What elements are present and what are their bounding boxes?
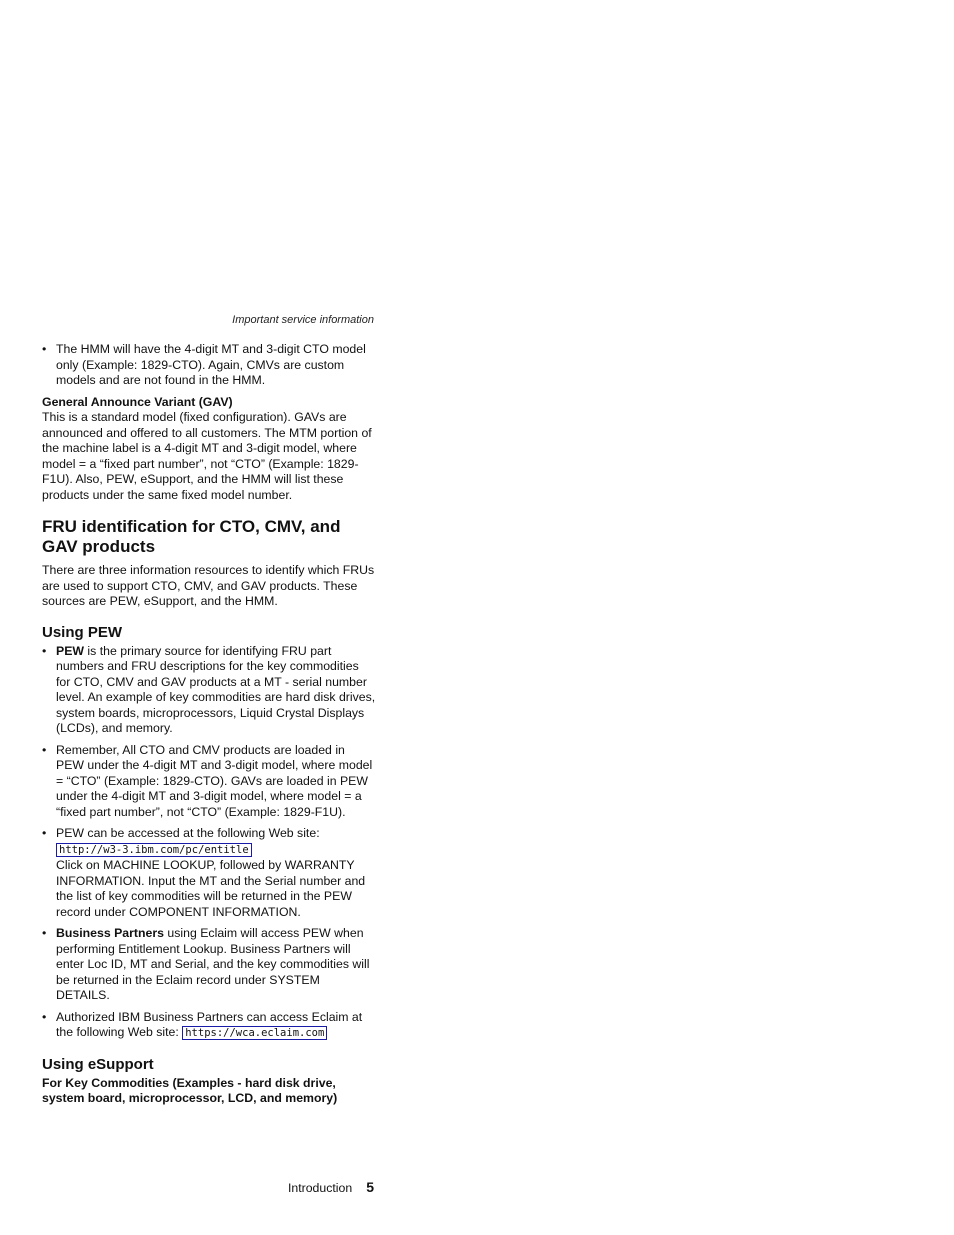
gav-body: This is a standard model (fixed configuration). GAVs are announced and offered to all customers. The MTM portion of the machine label is a 4-digit MT and 3-digit model, where model = a “fixed part number”, not “CTO” (Example: 1829-F1U). Also, PEW, eSupport, and the HMM will list these products under the same fixed model number. [42, 410, 372, 502]
using-esupport-heading: Using eSupport [42, 1055, 154, 1073]
gav-heading: General Announce Variant (GAV) [42, 394, 233, 409]
list-item: • Authorized IBM Business Partners can access Eclaim at the following Web site: https://wca.eclaim.com [42, 1009, 363, 1039]
fru-body: There are three information resources to identify which FRUs are used to support CTO, CMV, and GAV products. These sources are PEW, eSupport, and the HMM. [42, 563, 375, 608]
footer-section: Introduction [287, 1181, 353, 1195]
running-head: Important service information [232, 314, 374, 326]
eclaim-url-link[interactable]: https://wca.eclaim.com [182, 1026, 327, 1040]
list-item: • Business Partners using Eclaim will access PEW when performing Entitlement Lookup. Business Partners will enter Loc ID, MT and Serial, and the key commodities will be returned in the Eclaim record under SYSTEM DETAILS. [42, 926, 370, 1002]
main-column [42, 342, 376, 1107]
page-number: 5 [366, 1179, 374, 1195]
page-footer [42, 1179, 374, 1195]
using-pew-heading: Using PEW [42, 623, 123, 641]
pew-url-link[interactable]: http://w3-3.ibm.com/pc/entitle [56, 843, 252, 857]
list-item: • PEW is the primary source for identifying FRU part numbers and FRU descriptions for the key commodities for CTO, CMV and GAV products at a MT - serial number level. An example of key commodities are hard disk drives, system boards, microprocessors, Liquid Crystal Displays (LCDs), and memory. [42, 643, 376, 735]
intro-bullet-list [42, 342, 376, 389]
esupport-subheading: For Key Commodities (Examples - hard disk drive, system board, microprocessor, LCD, and memory) [42, 1075, 338, 1105]
list-item: • PEW can be accessed at the following Web site: http://w3-3.ibm.com/pc/entitle Click on MACHINE LOOKUP, followed by WARRANTY INFORMATION. Input the MT and the Serial number and the list of key commodities will be returned in the PEW record under COMPONENT INFORMATION. [42, 826, 366, 919]
fru-heading: FRU identification for CTO, CMV, and GAV products [42, 517, 341, 556]
list-item: • Remember, All CTO and CMV products are loaded in PEW under the 4-digit MT and 3-digit model, where model = “CTO” (Example: 1829-CTO). GAVs are loaded in PEW under the 4-digit MT and 3-digit model, where model = a “fixed part number”, not “CTO” (Example: 1829-F1U). [42, 742, 373, 819]
list-item: • The HMM will have the 4-digit MT and 3-digit CTO model only (Example: 1829-CTO). Again, CMVs are custom models and are not found in the HMM. [42, 342, 366, 387]
pew-bullet-list [42, 644, 376, 1042]
